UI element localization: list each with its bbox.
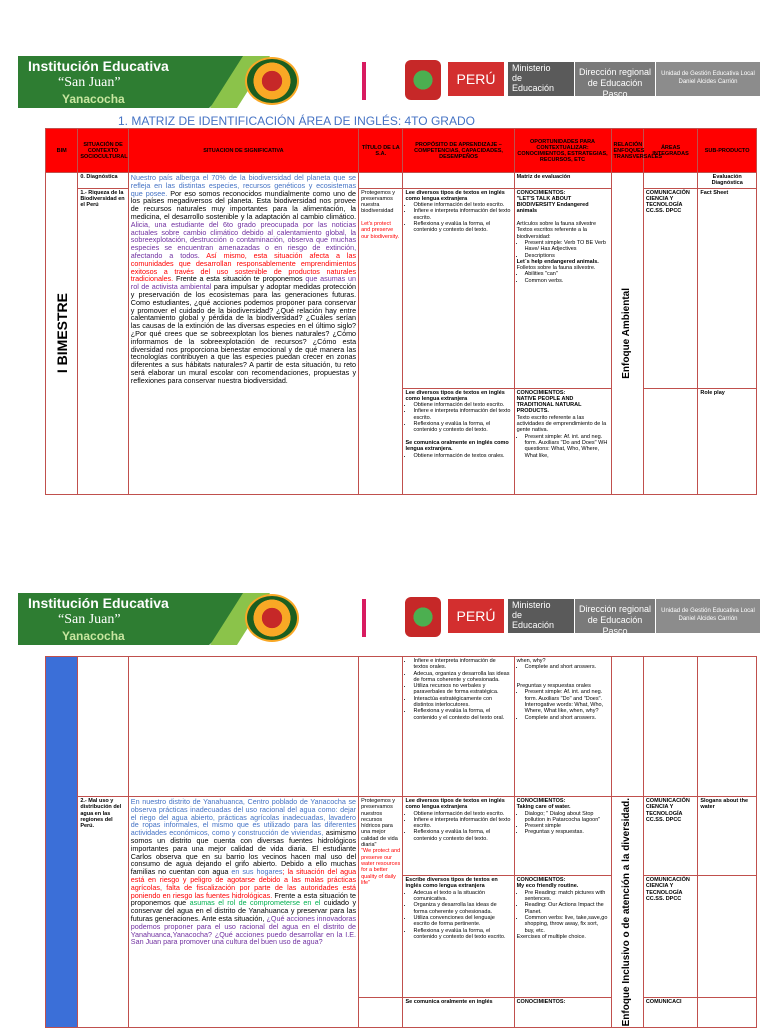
col-header: TÍTULO DE LA S.A. [359, 129, 403, 173]
subproduct-cell: Fact Sheet [698, 188, 757, 388]
oportunidades-cell: CONOCIMIENTOS: "LET'S TALK ABOUT BIODIVERSITY Endangered animals Artículos sobre la fauna silvestre Textos escritos referente a la biodiversidad: • Present simple: Verb TO BE Verb Have/ Has Adjectives • Descriptions Let´s help endangered animals. Folletos sobre la fauna silvestre. • Abilities "can" • Common verbs. [514, 188, 611, 388]
proposito-cell: Escribe diversos tipos de textos en inglés como lengua extranjera • Adecua el texto a la situación comunicativa. • Organiza y desarrolla las ideas de forma coherente y cohesionada. • Utiliza convenciones del lenguaje escrito de forma pertinente. • Reflexiona y evalúa la forma, el contenido y contexto del texto escrito. [403, 876, 514, 998]
school-seal-icon [245, 57, 299, 105]
dre-logo: Dirección regional de Educación Pasco [575, 62, 655, 96]
empty-cell [359, 997, 403, 1027]
page-header [0, 585, 768, 645]
enfoque-cell [611, 173, 643, 495]
oportunidades-cell: when, why? • Complete and short answers. Preguntas y respuestas orales • Present simple: Af. int. and neg. form. Auxiliars "Do" and "Does". Interrogative words: What, Who, Where, What like, when, why? • Complete and short answers. [514, 657, 611, 797]
matriz-cell: Matriz de evaluación [514, 173, 611, 189]
proposito-cell: Lee diversos tipos de textos en inglés como lengua extranjera • Obtiene información del texto escrito. • Infiere e interpreta información del texto escrito. • Reflexiona y evalúa la forma, el contenido y contexto del texto. [403, 188, 514, 388]
oportunidades-cell: CONOCIMIENTOS: Taking care of water. • Dialogo; " Dialog about Stop pollution in Patarcocha lagoon" • Present simple • Preguntas y respuestas. [514, 797, 611, 876]
proposito-cell: Se comunica oralmente en inglés [403, 997, 514, 1027]
subproduct-cell: Role play [698, 388, 757, 494]
empty-cell [403, 173, 514, 189]
dre-logo: Dirección regional de Educación Pasco [575, 599, 655, 633]
areas-cell: COMUNICACI [643, 997, 698, 1027]
page-2 [0, 585, 768, 645]
context-cell: 2.- Mal uso y distribución del agua en las regiones del Perú. [78, 797, 128, 1028]
empty-cell [128, 657, 358, 797]
proposito-cell: Lee diversos tipos de textos en inglés como lengua extranjera • Obtiene información del texto escrito. • Infiere e interpreta información del texto escrito. • Reflexiona y evalúa la forma, el contenido y contexto del texto. [403, 797, 514, 876]
school-name: Institución Educativa [28, 595, 169, 611]
proposito-cell: • Infiere e interpreta información de textos orales. • Adecua, organiza y desarrolla las ideas de forma coherente y cohesionada. • Utiliza recursos no verbales y paraverbales de forma estratégica. • Interactúa estratégicamente con distintos interlocutores. • Reflexiona y evalúa la forma, el contenido y el contexto del texto oral. [403, 657, 514, 797]
school-place: Yanacocha [62, 92, 125, 106]
areas-cell: COMUNICACIÓN CIENCIA Y TECNOLOGÍA CC.SS. DPCC [643, 797, 698, 876]
empty-cell [611, 657, 643, 797]
col-header: SITUACION DE SIGNIFICATIVA [128, 129, 358, 173]
areas-cell: COMUNICACIÓN CIENCIA Y TECNOLOGÍA CC.SS. DPCC [643, 876, 698, 998]
proposito-cell: Lee diversos tipos de textos en inglés como lengua extranjera • Obtiene información del texto escrito. • Infiere e interpreta información del texto escrito. • Reflexiona y evalúa la forma, el contenido y contexto del texto. Se comunica oralmente en inglés como lengua extranjera. • Obtiene información de textos orales. [403, 388, 514, 494]
ministerio-logo: Ministerio de Educación [508, 62, 574, 96]
enfoque-cell [611, 797, 643, 1028]
diag-cell: 0. Diagnóstica [78, 173, 128, 189]
ministerio-logo: Ministerio de Educación [508, 599, 574, 633]
enfoque-label: Enfoque Inclusivo o de atención a la diversidad. [621, 798, 633, 1027]
bimestre-cell [46, 173, 78, 495]
table-row [46, 173, 757, 189]
col-header: PROPÓSITO DE APRENDIZAJE – COMPETENCIAS, CAPACIDADES, DESEMPEÑOS [403, 129, 514, 173]
school-seal-icon [245, 594, 299, 642]
empty-cell [643, 388, 698, 494]
peru-shield-icon [405, 60, 441, 100]
empty-cell [78, 657, 128, 797]
col-header: RELACIÓN ENFOQUES TRANSVERSALES [611, 129, 643, 173]
bimestre-cell [46, 657, 78, 1028]
title-sa-cell: Protegemos y preservamos nuestra biodiversidad Let's protect and preserve our biodiversity. [359, 188, 403, 494]
empty-cell [698, 657, 757, 797]
empty-cell [698, 876, 757, 998]
matrix-table-1 [45, 128, 757, 495]
title-sa-cell: Protegemos y preservamos nuestros recursos hídricos para una mejor calidad de vida diaria" "We protect and preserve our water resources for a better quality of daily life" [359, 797, 403, 998]
col-header: OPORTUNIDADES PARA CONTEXTUALIZAR: CONOCIMIENTOS, ESTRATEGIAS, RECURSOS, ETC [514, 129, 611, 173]
empty-cell [359, 657, 403, 797]
ugel-logo: Unidad de Gestión Educativa Local Daniel Alcides Carrión [656, 599, 760, 633]
empty-cell [698, 997, 757, 1027]
page-header [0, 48, 768, 108]
table-row [46, 797, 757, 876]
enfoque-label: Enfoque Ambiental [621, 287, 633, 379]
school-subtitle: “San Juan” [58, 612, 121, 627]
oportunidades-cell: CONOCIMIENTOS: My eco friendly routine. • Pre Reading: match pictures with sentences. • Reading: Our Actions Impact the Planet. • Common verbs: live, take,save,go shopping, throw away, fix sort, buy, etc. Exercises of multiple choice. [514, 876, 611, 998]
table-row [46, 657, 757, 797]
divider-bar [362, 62, 366, 100]
bimestre-label: I BIMESTRE [53, 293, 70, 374]
empty-cell [643, 657, 698, 797]
empty-cell [643, 173, 698, 189]
empty-cell [359, 173, 403, 189]
header-row [46, 129, 757, 173]
page-title: 1. MATRIZ DE IDENTIFICACIÓN ÁREA DE INGLÉS: 4TO GRADO [118, 114, 475, 128]
col-header: ÁREAS INTEGRADAS [643, 129, 698, 173]
school-place: Yanacocha [62, 629, 125, 643]
col-header: BIM [46, 129, 78, 173]
ugel-logo: Unidad de Gestión Educativa Local Daniel Alcides Carrión [656, 62, 760, 96]
peru-logo: PERÚ [448, 62, 504, 96]
subproduct-cell: Evaluación Diagnóstica [698, 173, 757, 189]
peru-shield-icon [405, 597, 441, 637]
situation-cell: Nuestro país alberga el 70% de la biodiversidad del planeta que se refleja en las distintas especies, recursos genéticos y ecosistemas que posee. Por eso somos reconocidos mundialmente como uno de los países megadiversos del planeta. Esta biodiversidad nos provee de recursos naturales muy importantes para la alimentación, la medicina, el desarrollo sostenible y la adaptación al cambio climático. Alicia, una estudiante del 6to grado preocupada por las noticias actuales sobre cambio climático debido al calentamiento global, la sobreexplotación, destrucción o contaminación, observa que muchas especies se encuentran amenazadas o en riesgo de extinción, afectando a todos. Así mismo, esta situación afecta a las comunidades que desarrollan responsablemente emprendimientos exitosos a través del uso sostenible de productos naturales tradicionales. Frente a esta situación te proponemos que asumas un rol de activista ambiental para impulsar y adoptar medidas protección y preservación de los ecosistemas para las generaciones futuras. Como estudiantes, ¿qué acciones podemos proponer para conservar y promover el cuidado de la biodiversidad? ¿Qué relación hay entre calentamiento global y pérdida de la biodiversidad? ¿Cuáles serían las causas de la extinción de las diversas especies en el último siglo? ¿Por qué crees que se sobreexplotan los bienes naturales? ¿Cómo informamos de la sobreexplotación de recursos? ¿Cómo esta diversidad nos proporciona bienestar emocional y de qué manera las tecnologías contribuyen a que las especies puedan crecer en zonas diferentes a sus hábitats naturales? A partir de esta situación, tu reto será elaborar un mural escolar con recomendaciones, propuestas y reflexiones para conservar nuestra biodiversidad. [128, 173, 358, 495]
col-header: SITUACIÓN DE CONTEXTO SOCIOCULTURAL [78, 129, 128, 173]
matrix-table-2 [45, 656, 757, 1028]
oportunidades-cell: CONOCIMIENTOS: NATIVE PEOPLE AND TRADITIONAL NATURAL PRODUCTS. Texto escrito referente a las actividades de emprendimiento de la gente nativa. • Present simple: Af. int. and neg. form. Auxiliars "Do and Does" WH questions: What, Who, Where, What like, [514, 388, 611, 494]
school-subtitle: “San Juan” [58, 75, 121, 90]
col-header: SUB-PRODUCTO [698, 129, 757, 173]
areas-cell: COMUNICACIÓN CIENCIA Y TECNOLOGÍA CC.SS. DPCC [643, 188, 698, 388]
context-cell: 1.- Riqueza de la Biodiversidad en el Perú [78, 188, 128, 494]
peru-logo: PERÚ [448, 599, 504, 633]
school-name: Institución Educativa [28, 58, 169, 74]
situation-cell: En nuestro distrito de Yanahuanca, Centro poblado de Yanacocha se observa prácticas inadecuadas del uso racional del agua como: dejar el riego del agua abierto, prácticas agrícolas inadecuadas, lavadero de ropas informales, el mismo que es utilizado para las diferentes actividades económicos, como y construcción de viviendas, asimismo somos un distrito que cuenta con diversas fuentes hidrológicos importantes para una mejor calidad de vida diaria. El estudiante Carlos observa que en su barrio los vecinos hacen mal uso del consumo de agua dejando el grifo abierto. Debido a ello muchas familias no cuentan con agua en sus hogares; la situación del agua está en riesgo y peligro de agotarse debido a las malas prácticas agrícolas, falta de fiscalización por parte de las autoridades está poniendo en riesgo las fuentes hidrológicas. Frente a esta situación te proponemos que asumas el rol de comprometerse en el cuidado y conservar del agua en el distrito de Yanahuanca y preservar para las futuras generaciones. Ante esta situación, ¿Qué acciones innovadoras podemos proponer para el uso racional del agua en el distrito de Yanahuanca,Yanacocha? ¿Qué acciones puedo desarrollar en la I.E. San Juan para promover una cultura del buen uso de agua? [128, 797, 358, 1028]
oportunidades-cell: CONOCIMIENTOS: [514, 997, 611, 1027]
divider-bar [362, 599, 366, 637]
subproduct-cell: Slogans about the water [698, 797, 757, 876]
